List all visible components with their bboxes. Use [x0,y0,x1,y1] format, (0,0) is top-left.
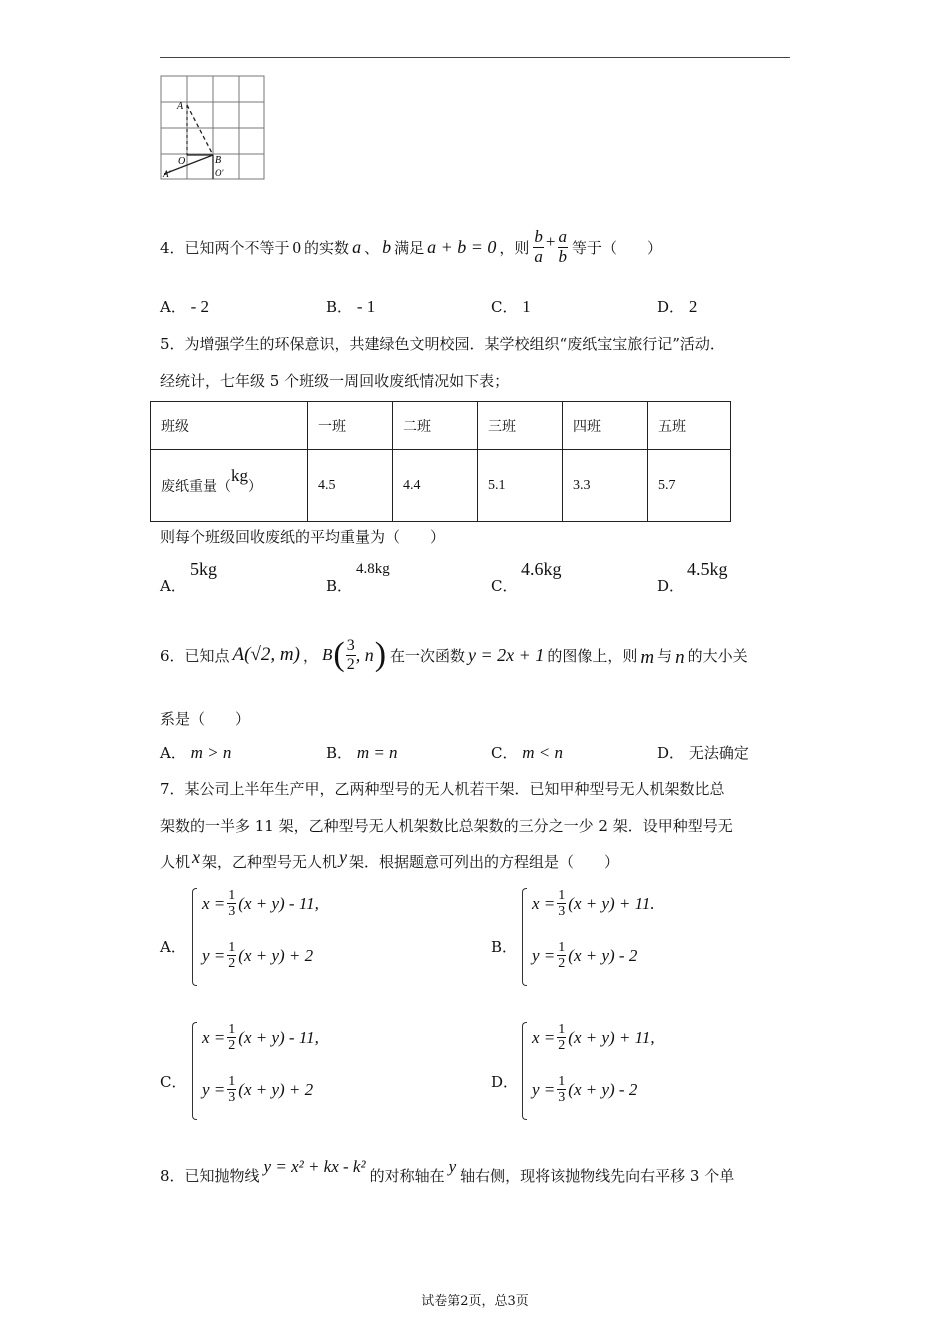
label-o: O [178,156,186,167]
q7-option-d[interactable]: D． [491,1073,519,1091]
q5-option-c[interactable]: C． [491,577,518,595]
q6-right-paren: ) [374,636,387,673]
q7-option-b[interactable]: B． [491,938,518,956]
label-o-prime: O' [215,168,224,178]
q7-option-a[interactable]: A． [160,938,186,956]
q6-line-2: 系是（ ） [160,710,251,728]
table-cell: 5.7 [648,450,731,522]
q4-var-b: b [382,237,392,257]
grid-figure [160,75,266,181]
q4-option-a[interactable]: A． - 2 [160,297,210,316]
q4-text-5: 等于（ ） [572,239,663,257]
table-header-cell: 二班 [393,402,478,450]
table-row-label: 废纸重量（kg） [151,450,308,522]
question-4-stem [160,210,662,285]
q5-line-1: 5．为增强学生的环保意识，共建绿色文明校园．某学校组织“废纸宝宝旅行记”活动． [160,335,725,353]
label-b: B [215,155,222,166]
q4-text-4: ，则 [499,239,530,257]
q6-var-n: n [675,647,685,668]
table-header-row [151,402,731,450]
q5-option-b[interactable]: B． [326,577,353,595]
q6-option-c[interactable]: C． m < n [491,743,564,762]
q6-text-3: 的图像上，则 [547,646,638,665]
q8-function: y = x² + kx - k² [263,1157,366,1176]
q7-option-c[interactable]: C． [160,1073,187,1091]
q8-text-2: 的对称轴在 [369,1166,445,1185]
q6-text-1: 6．已知点 [160,646,230,665]
q7-option-a-brace [192,888,197,986]
q6-text-with: 与 [657,646,673,665]
table-cell: 3.3 [563,450,648,522]
label-a: A [177,101,184,112]
q4-condition: a + b = 0 [427,237,497,257]
q7-option-d-brace [522,1022,527,1120]
q7-line-2: 架数的一半多 11 架，乙种型号无人机架数比总架数的三分之一少 2 架．设甲种型号无 [160,817,733,835]
q5-option-a[interactable]: A． [160,577,186,595]
header-rule [160,57,790,58]
q8-var-y: y [448,1157,457,1176]
q6-text-4: 的大小关 [687,646,748,665]
q4-plus: + [545,231,556,251]
kg-unit: kg [231,465,248,485]
q5-option-d-value: 4.5kg [687,559,728,579]
label-a-prime: A' [163,169,171,179]
q4-text-3: 满足 [394,239,425,257]
q5-line-2: 经统计，七年级 5 个班级一周回收废纸情况如下表； [160,372,510,390]
q6-option-d[interactable]: D． 无法确定 [657,744,749,762]
q6-point-a: A(√2, m) [232,644,300,665]
table-header-cell: 一班 [308,402,393,450]
table-header-cell: 班级 [151,402,308,450]
table-header-cell: 三班 [478,402,563,450]
q4-text-2: 的实数 [304,239,350,257]
question-6-stem [160,620,748,690]
table-cell: 5.1 [478,450,563,522]
q6-point-b-label: B [321,645,333,664]
q6-left-paren: ( [333,636,345,673]
q6-option-a[interactable]: A． m > n [160,743,232,762]
page-footer: 试卷第2页，总3页 [421,1294,529,1309]
q7-option-b-brace [522,888,527,986]
waste-paper-table [150,401,731,522]
q7-line-1: 7．某公司上半年生产甲，乙两种型号的无人机若干架．已知甲种型号无人机架数比总 [160,780,725,798]
q4-option-d[interactable]: D． 2 [657,297,698,316]
q4-option-c[interactable]: C． 1 [491,297,531,316]
q8-text-1: 8．已知抛物线 [160,1166,260,1185]
table-header-cell: 五班 [648,402,731,450]
q5-option-c-value: 4.6kg [521,559,562,579]
table-cell: 4.4 [393,450,478,522]
q5-question: 则每个班级回收废纸的平均重量为（ ） [160,528,446,546]
q5-option-b-value: 4.8kg [356,561,390,577]
q5-option-a-value: 5kg [190,559,217,579]
q4-text-1: 4．已知两个不等于 [160,239,290,257]
q4-fraction-a-over-b: $\frac{a}{b}$ [558,227,567,266]
q6-comma: ， [302,646,318,665]
segment-a-prime-b [164,155,213,174]
q6-function: y = 2x + 1 [468,644,545,665]
q6-var-m: m [640,647,655,668]
q4-var-a: a [352,237,362,257]
question-8-stem [160,1155,734,1195]
table-header-cell: 四班 [563,402,648,450]
q6-option-b[interactable]: B． m = n [326,743,398,762]
q4-sep: 、 [364,239,380,257]
q4-zero: 0 [292,237,302,257]
q6-text-2: 在一次函数 [390,646,466,665]
q8-text-3: 轴右侧，现将该抛物线先向右平移 3 个单 [460,1166,735,1185]
q4-fraction-b-over-a: $\frac{b}{a}$ [534,227,543,266]
q6-fraction-three-halves: $\frac{3}{2}$ [346,636,355,673]
dashed-segment-ab [187,105,213,155]
q7-line-3: 人机 x 架，乙种型号无人机 y 架．根据题意可列出的方程组是（ ） [160,846,620,871]
q4-option-b[interactable]: B． - 1 [326,297,376,316]
q7-var-y: y [339,846,348,867]
q5-option-d[interactable]: D． [657,577,685,595]
q7-var-x: x [192,846,201,867]
q7-option-c-brace [192,1022,197,1120]
table-cell: 4.5 [308,450,393,522]
q6-point-b-n: , n [355,644,374,665]
table-row [151,450,731,522]
